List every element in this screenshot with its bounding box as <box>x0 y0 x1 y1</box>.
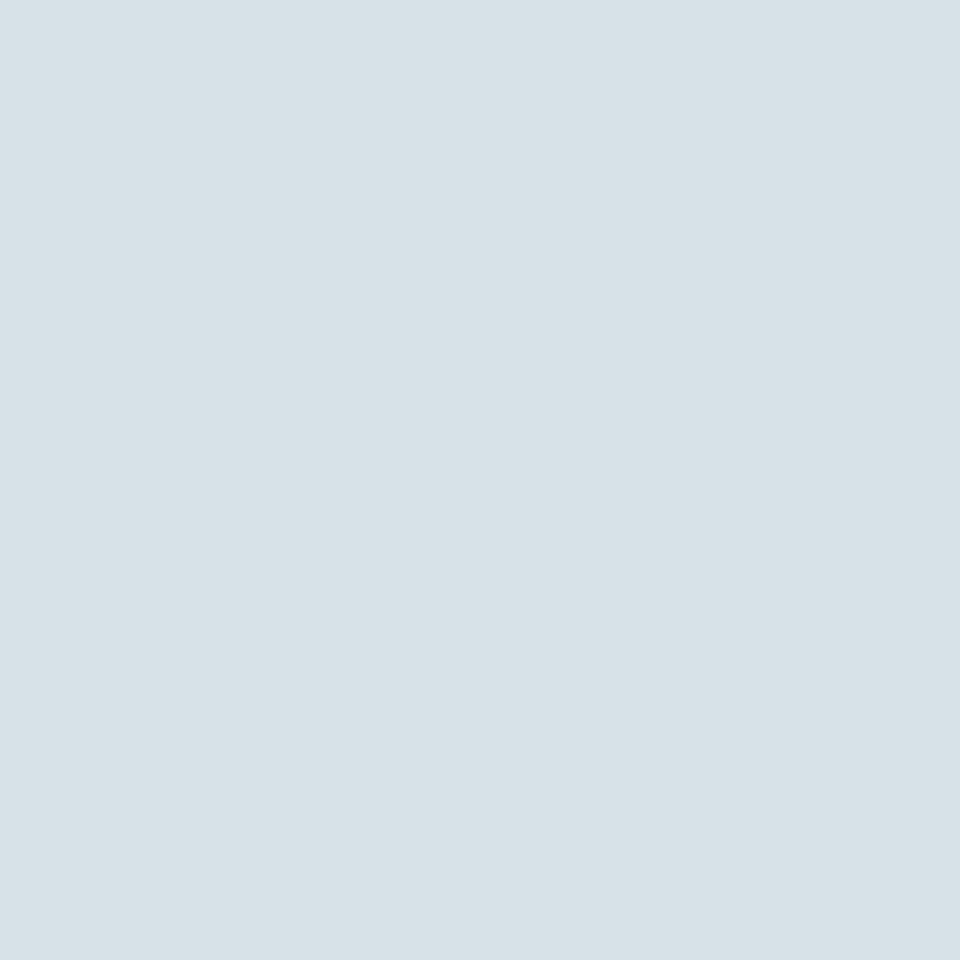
y-axis-title <box>18 415 40 615</box>
